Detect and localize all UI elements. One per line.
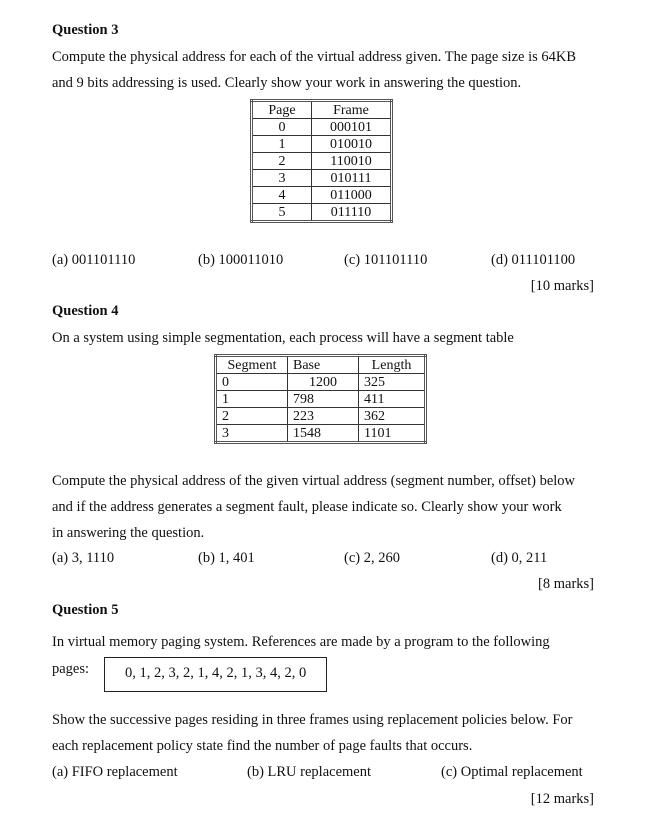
base-cell: 1200 bbox=[288, 374, 359, 391]
segment-table-row bbox=[216, 374, 426, 391]
page-cell: 2 bbox=[252, 153, 312, 170]
segment-table-header-length: Length bbox=[359, 356, 426, 374]
question-5-line-1: In virtual memory paging system. References are made by a program to the following bbox=[52, 634, 550, 650]
frame-cell: 000101 bbox=[312, 119, 392, 136]
question-4-marks: [8 marks] bbox=[538, 576, 594, 592]
question-3-option-c: (c) 101101110 bbox=[344, 252, 428, 268]
segment-table-row bbox=[216, 408, 426, 425]
segment-table-row bbox=[216, 425, 426, 443]
page-cell: 3 bbox=[252, 170, 312, 187]
question-4-line-2: and if the address generates a segment fault, please indicate so. Clearly show your work bbox=[52, 499, 562, 515]
question-5-title: Question 5 bbox=[52, 602, 119, 618]
frame-cell: 011110 bbox=[312, 204, 392, 222]
question-3-option-a: (a) 001101110 bbox=[52, 252, 136, 268]
segment-table-header-base: Base bbox=[288, 356, 359, 374]
question-4-line-3: in answering the question. bbox=[52, 525, 205, 541]
question-4-option-d: (d) 0, 211 bbox=[491, 550, 548, 566]
segment-table bbox=[214, 354, 427, 444]
question-4-intro: On a system using simple segmentation, each process will have a segment table bbox=[52, 330, 514, 346]
frame-cell: 010010 bbox=[312, 136, 392, 153]
frame-cell: 110010 bbox=[312, 153, 392, 170]
page-table-row bbox=[252, 136, 392, 153]
page-cell: 0 bbox=[252, 119, 312, 136]
segment-cell: 2 bbox=[216, 408, 288, 425]
question-5-line-2: Show the successive pages residing in three frames using replacement policies below. For bbox=[52, 712, 573, 728]
question-3-title: Question 3 bbox=[52, 22, 119, 38]
page-table-row bbox=[252, 153, 392, 170]
segment-cell: 3 bbox=[216, 425, 288, 443]
page-table-header-frame: Frame bbox=[312, 101, 392, 119]
length-cell: 325 bbox=[359, 374, 426, 391]
length-cell: 1101 bbox=[359, 425, 426, 443]
base-cell: 223 bbox=[288, 408, 359, 425]
question-4-option-b: (b) 1, 401 bbox=[198, 550, 255, 566]
question-3-line-1: Compute the physical address for each of the virtual address given. The page size is 64KB bbox=[52, 49, 577, 65]
segment-table-row bbox=[216, 391, 426, 408]
question-4-title: Question 4 bbox=[52, 303, 119, 319]
question-3-line-2: and 9 bits addressing is used. Clearly show your work in answering the question. bbox=[52, 75, 522, 91]
page-table-row bbox=[252, 204, 392, 222]
segment-cell: 0 bbox=[216, 374, 288, 391]
base-cell: 798 bbox=[288, 391, 359, 408]
question-5-line-3: each replacement policy state find the number of page faults that occurs. bbox=[52, 738, 473, 754]
pages-label: pages: bbox=[52, 661, 90, 677]
page-table-row bbox=[252, 170, 392, 187]
page-cell: 1 bbox=[252, 136, 312, 153]
length-cell: 362 bbox=[359, 408, 426, 425]
page-table bbox=[250, 99, 393, 223]
page-table-header-page: Page bbox=[252, 101, 312, 119]
frame-cell: 010111 bbox=[312, 170, 392, 187]
question-5-option-b: (b) LRU replacement bbox=[247, 764, 372, 780]
base-cell: 1548 bbox=[288, 425, 359, 443]
page-cell: 5 bbox=[252, 204, 312, 222]
length-cell: 411 bbox=[359, 391, 426, 408]
question-5-marks: [12 marks] bbox=[530, 791, 594, 807]
question-3-marks: [10 marks] bbox=[530, 278, 594, 294]
question-4-line-1: Compute the physical address of the given virtual address (segment number, offset) below bbox=[52, 473, 576, 489]
question-3-option-b: (b) 100011010 bbox=[198, 252, 284, 268]
page-table-row bbox=[252, 119, 392, 136]
question-3-option-d: (d) 011101100 bbox=[491, 252, 576, 268]
question-4-option-c: (c) 2, 260 bbox=[344, 550, 400, 566]
page-table-row bbox=[252, 187, 392, 204]
question-4-option-a: (a) 3, 1110 bbox=[52, 550, 115, 566]
segment-table-header-segment: Segment bbox=[216, 356, 288, 374]
reference-string-box: 0, 1, 2, 3, 2, 1, 4, 2, 1, 3, 4, 2, 0 bbox=[104, 657, 327, 692]
question-5-option-c: (c) Optimal replacement bbox=[441, 764, 583, 780]
segment-cell: 1 bbox=[216, 391, 288, 408]
frame-cell: 011000 bbox=[312, 187, 392, 204]
page-cell: 4 bbox=[252, 187, 312, 204]
question-5-option-a: (a) FIFO replacement bbox=[52, 764, 178, 780]
